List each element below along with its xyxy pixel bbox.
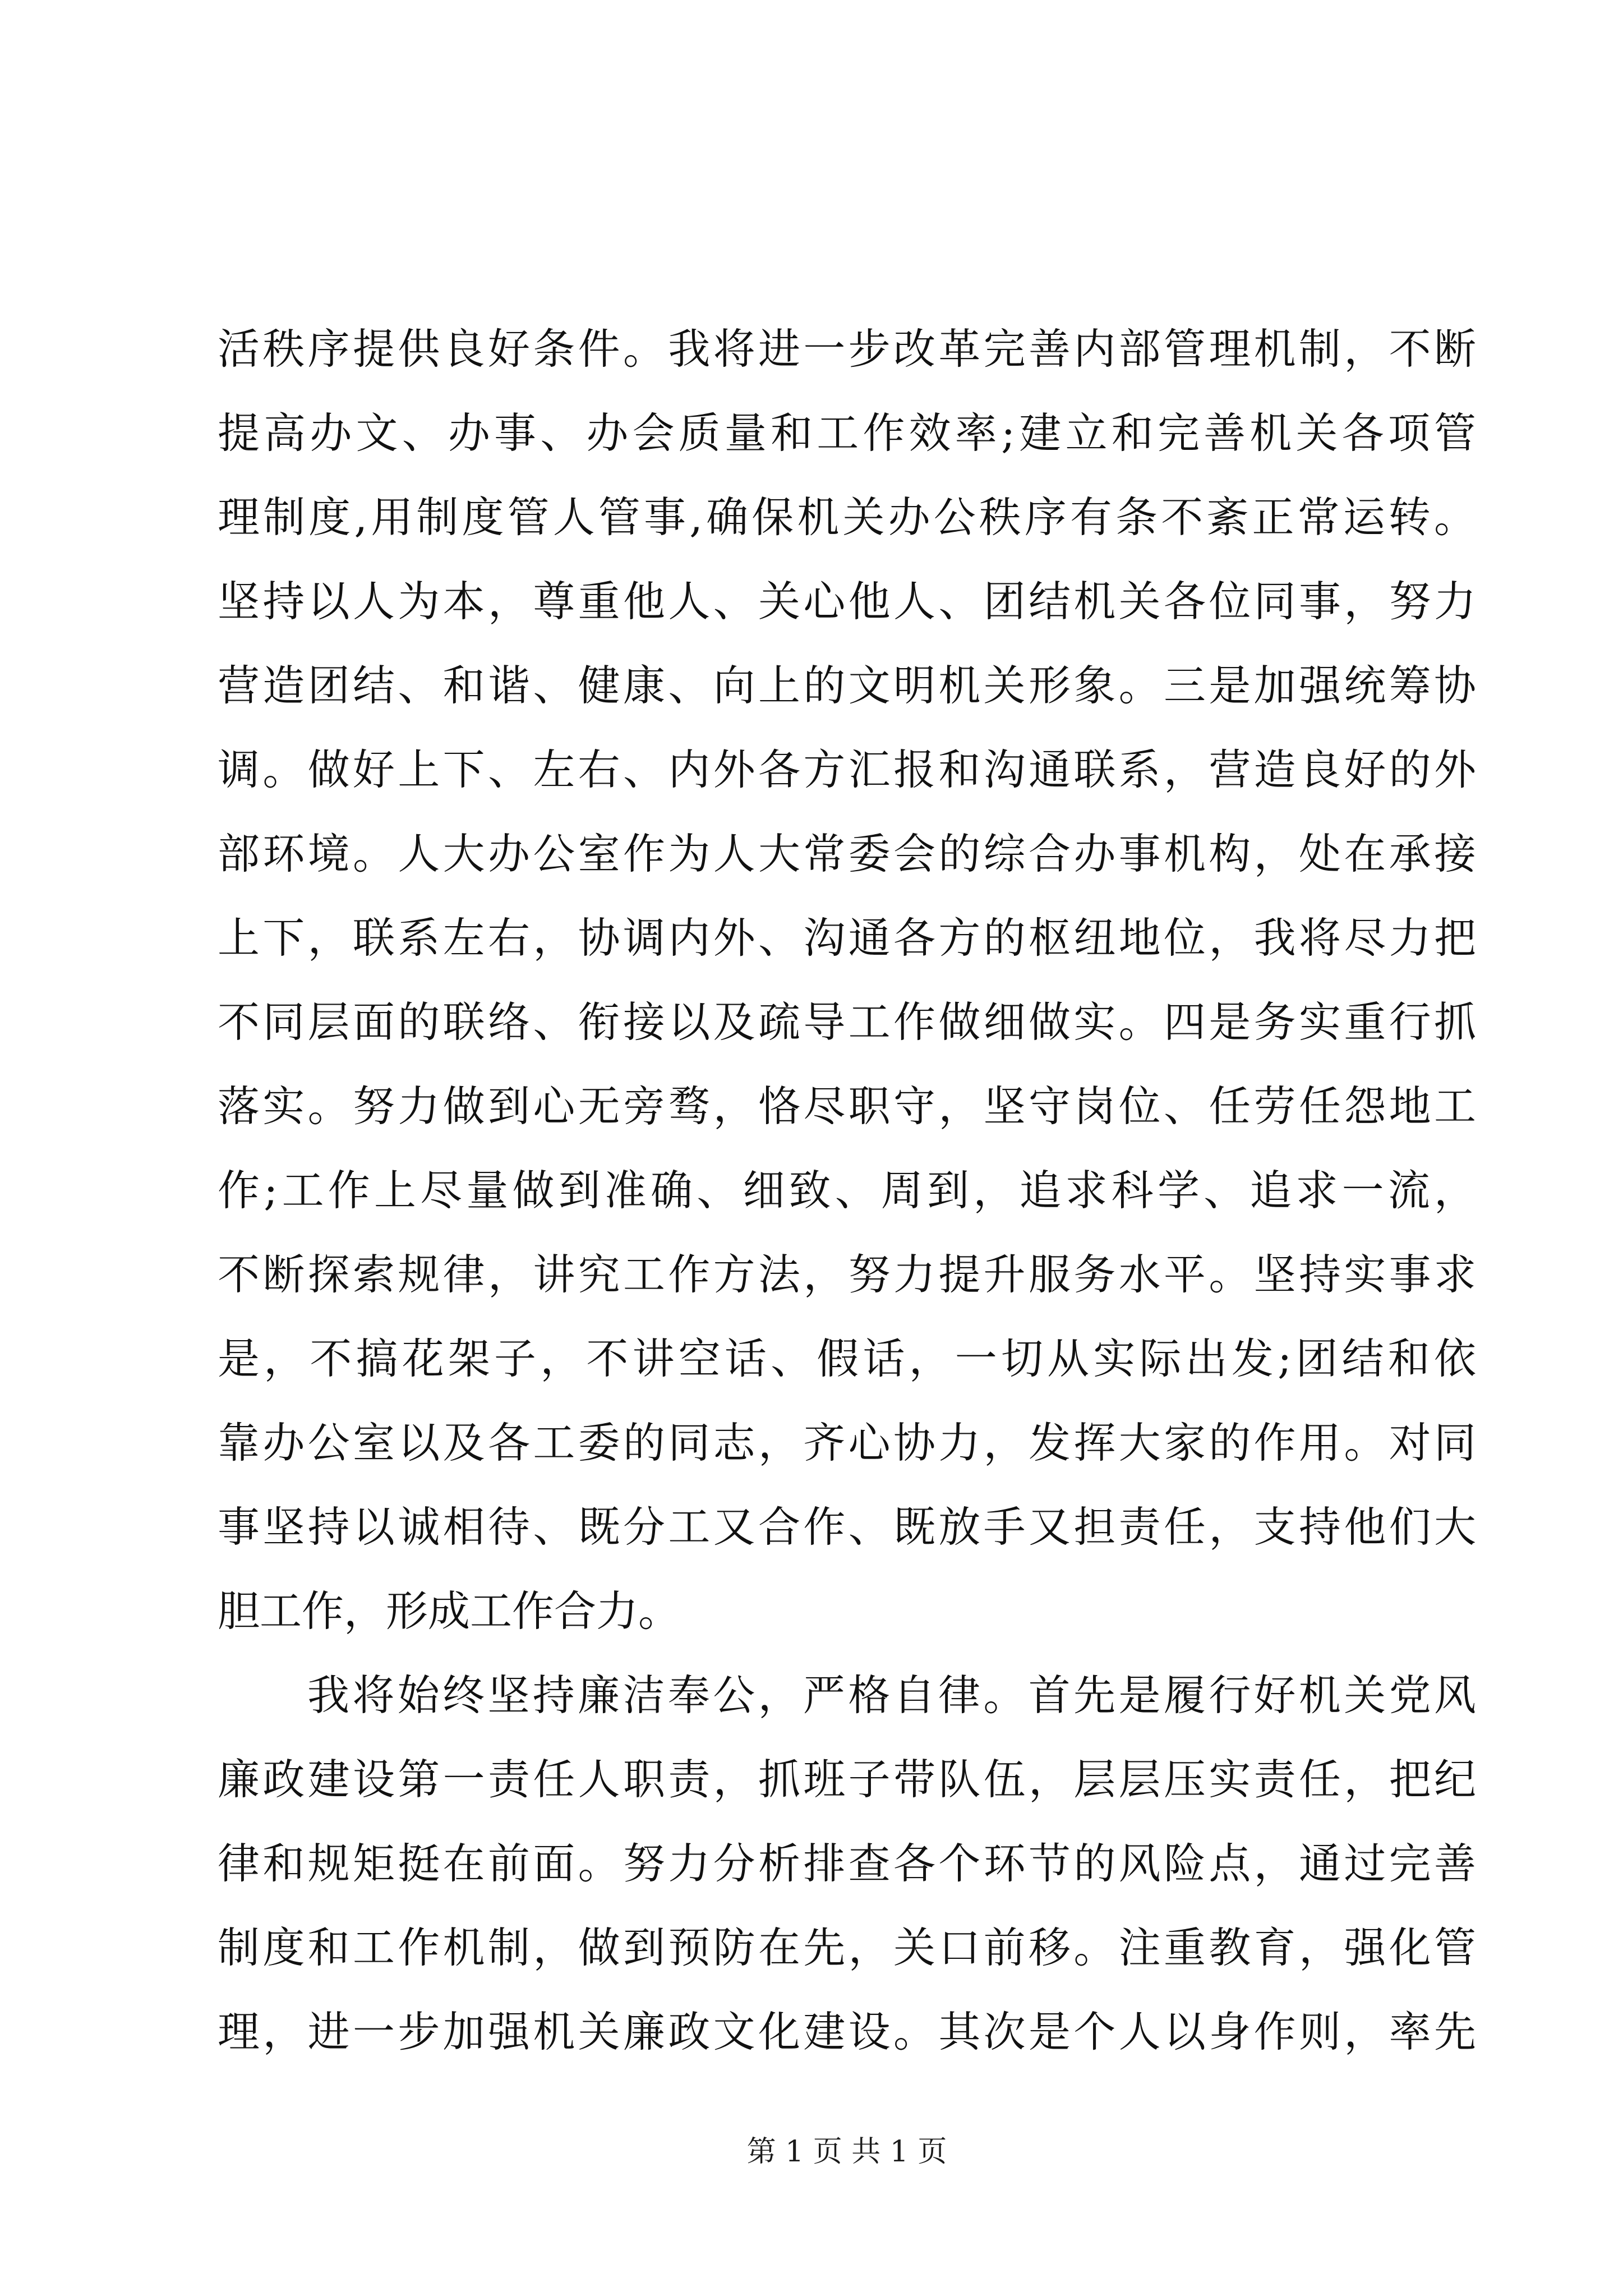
text-line: 我将始终坚持廉洁奉公，严格自律。首先是履行好机关党风 [307, 1671, 1476, 1720]
text-line: 胆工作，形成工作合力。 [218, 1586, 681, 1636]
paragraph [218, 1653, 1476, 2074]
text-line: 提高办文、办事、办会质量和工作效率;建立和完善机关各项管 [218, 408, 1476, 458]
text-line: 活秩序提供良好条件。我将进一步改革完善内部管理机制，不断 [218, 324, 1476, 374]
text-line: 作;工作上尽量做到准确、细致、周到，追求科学、追求一流， [218, 1166, 1476, 1215]
text-line: 是，不搞花架子，不讲空话、假话，一切从实际出发;团结和依 [218, 1334, 1476, 1383]
text-line: 理制度,用制度管人管事,确保机关办公秩序有条不紊正常运转。 [218, 493, 1476, 542]
document-body [218, 307, 1476, 2074]
text-line: 不同层面的联络、衔接以及疏导工作做细做实。四是务实重行抓 [218, 997, 1476, 1047]
text-line: 营造团结、和谐、健康、向上的文明机关形象。三是加强统筹协 [218, 661, 1476, 710]
text-line: 廉政建设第一责任人职责，抓班子带队伍，层层压实责任，把纪 [218, 1755, 1476, 1804]
text-line: 部环境。人大办公室作为人大常委会的综合办事机构，处在承接 [218, 829, 1476, 878]
text-line: 制度和工作机制，做到预防在先，关口前移。注重教育，强化管 [218, 1923, 1476, 1972]
text-line: 调。做好上下、左右、内外各方汇报和沟通联系，营造良好的外 [218, 745, 1476, 794]
text-line: 坚持以人为本，尊重他人、关心他人、团结机关各位同事，努力 [218, 577, 1476, 626]
page-footer [218, 2135, 1476, 2169]
text-line: 律和规矩挺在前面。努力分析排查各个环节的风险点，通过完善 [218, 1839, 1476, 1888]
page-indicator: 第 1 页 共 1 页 [746, 2135, 947, 2169]
text-line: 理，进一步加强机关廉政文化建设。其次是个人以身作则，率先 [218, 2007, 1476, 2056]
text-line: 靠办公室以及各工委的同志，齐心协力，发挥大家的作用。对同 [218, 1418, 1476, 1467]
text-line: 事坚持以诚相待、既分工又合作、既放手又担责任，支持他们大 [218, 1502, 1476, 1552]
paragraph [218, 307, 1476, 1653]
text-line: 上下，联系左右，协调内外、沟通各方的枢纽地位，我将尽力把 [218, 913, 1476, 963]
text-line: 不断探索规律，讲究工作方法，努力提升服务水平。坚持实事求 [218, 1250, 1476, 1299]
text-line: 落实。努力做到心无旁骛，恪尽职守，坚守岗位、任劳任怨地工 [218, 1082, 1476, 1131]
